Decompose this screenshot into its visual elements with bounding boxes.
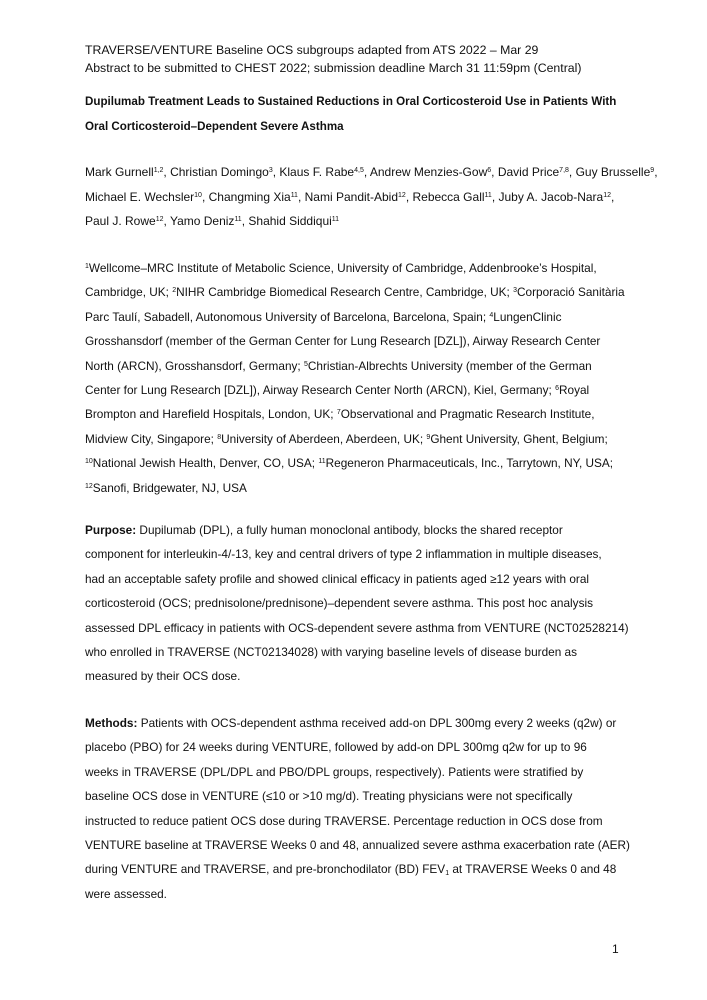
- methods-line: Methods: Patients with OCS-dependent asthma received add-on DPL 300mg every 2 weeks (q2w) or: [85, 716, 617, 730]
- methods-line: were assessed.: [85, 886, 167, 901]
- abstract-title: [85, 89, 645, 139]
- affiliation-line: Parc Taulí, Sabadell, Autonomous University of Barcelona, Barcelona, Spain; $^4$LungenClinic: [85, 309, 562, 324]
- author: Rebecca Gall$^{11}$,: [412, 189, 499, 204]
- purpose-section: [85, 518, 645, 689]
- affiliation-line: North (ARCN), Grosshansdorf, Germany; $^5$Christian-Albrechts University (member of the German: [85, 358, 592, 373]
- affiliation-line: $^{12}$Sanofi, Bridgewater, NJ, USA: [85, 480, 247, 495]
- purpose-line: who enrolled in TRAVERSE (NCT02134028) with varying baseline levels of disease burden as: [85, 645, 578, 660]
- author: Paul J. Rowe$^{12}$,: [85, 214, 170, 228]
- affiliation-line: Center for Lung Research [DZL]), Airway Research Center North (ARCN), Kiel, Germany; $^6$Royal: [85, 383, 590, 398]
- title-line: Dupilumab Treatment Leads to Sustained Reductions in Oral Corticosteroid Use in Patients With: [85, 95, 617, 108]
- methods-line: baseline OCS dose in VENTURE (≤10 or >10 mg/d). Treating physicians were not specifically: [85, 789, 573, 804]
- methods-line: during VENTURE and TRAVERSE, and pre-bronchodilator (BD) $FEV_1$ at TRAVERSE Weeks 0 and 48: [85, 862, 617, 878]
- document-header: [85, 41, 645, 77]
- page-number: 1: [612, 942, 619, 956]
- affiliation-line: Midview City, Singapore; $^8$University of Aberdeen, Aberdeen, UK; $^9$Ghent University, Ghent, Belgium;: [85, 431, 608, 446]
- author: Christian Domingo$^3$,: [170, 165, 280, 179]
- author-line: [85, 185, 645, 210]
- author: David Price$^{7,8}$,: [497, 165, 576, 179]
- author: Yamo Deniz$^{11}$,: [169, 214, 249, 228]
- purpose-label: Purpose:: [85, 523, 137, 537]
- author: Guy Brusselle$^9$,: [575, 165, 658, 179]
- purpose-line: corticosteroid (OCS; prednisolone/prednisone)–dependent severe asthma. This post hoc analysis: [85, 596, 593, 611]
- author: Changming Xia$^{11}$,: [208, 189, 305, 204]
- affiliation-line: $^{10}$National Jewish Health, Denver, CO, USA; $^{11}$Regeneron Pharmaceuticals, Inc., Tarrytown, NY, USA;: [85, 456, 614, 471]
- author: Mark Gurnell$^{1,2}$,: [85, 165, 171, 179]
- methods-section: [85, 711, 645, 906]
- methods-line: placebo (PBO) for 24 weeks during VENTURE, followed by add-on DPL 300mg q2w for up to 96: [85, 740, 587, 755]
- affiliation-line: Brompton and Harefield Hospitals, London, UK; $^7$Observational and Pragmatic Research Institute,: [85, 407, 595, 422]
- methods-line: instructed to reduce patient OCS dose during TRAVERSE. Percentage reduction in OCS dose from: [85, 813, 603, 828]
- author: Juby A. Jacob-Nara$^{12}$,: [498, 189, 615, 204]
- purpose-line: Purpose: Dupilumab (DPL), a fully human monoclonal antibody, blocks the shared receptor: [85, 523, 563, 537]
- methods-line: weeks in TRAVERSE (DPL/DPL and PBO/DPL groups, respectively). Patients were stratified by: [85, 764, 584, 779]
- purpose-line: assessed DPL efficacy in patients with OCS-dependent severe asthma from VENTURE (NCT02528214): [85, 620, 629, 635]
- purpose-line: measured by their OCS dose.: [85, 669, 241, 684]
- purpose-line: component for interleukin-4/-13, key and central drivers of type 2 inflammation in multiple diseases,: [85, 547, 602, 562]
- author-list: [85, 160, 658, 234]
- purpose-line: had an acceptable safety profile and showed clinical efficacy in patients aged ≥12 years with oral: [85, 571, 589, 586]
- affiliations: [85, 256, 645, 500]
- author: Klaus F. Rabe$^{4,5}$,: [279, 165, 370, 179]
- methods-line: VENTURE baseline at TRAVERSE Weeks 0 and 48, annualized severe asthma exacerbation rate (AER): [85, 838, 630, 853]
- author-line: [85, 209, 645, 234]
- title-line: Oral Corticosteroid–Dependent Severe Asthma: [85, 120, 344, 133]
- header-line: TRAVERSE/VENTURE Baseline OCS subgroups adapted from ATS 2022 – Mar 29: [85, 43, 539, 57]
- affiliation-line: Cambridge, UK; $^2$NIHR Cambridge Biomedical Research Centre, Cambridge, UK; $^3$Corporació Sanitària: [85, 285, 625, 300]
- methods-label: Methods:: [85, 716, 138, 730]
- affiliation-line: $^1$Wellcome–MRC Institute of Metabolic Science, University of Cambridge, Addenbrooke’s Hospital,: [85, 261, 597, 275]
- author: Nami Pandit-Abid$^{12}$,: [304, 189, 413, 204]
- author-line: [85, 160, 658, 185]
- header-line: Abstract to be submitted to CHEST 2022; submission deadline March 31 11:59pm (Central): [85, 61, 582, 75]
- affiliation-line: Grosshansdorf (member of the German Center for Lung Research [DZL]), Airway Research Center: [85, 334, 601, 349]
- author: Shahid Siddiqui$^{11}$: [248, 214, 340, 228]
- author: Andrew Menzies-Gow$^6$,: [369, 165, 498, 179]
- author: Michael E. Wechsler$^{10}$,: [85, 189, 209, 204]
